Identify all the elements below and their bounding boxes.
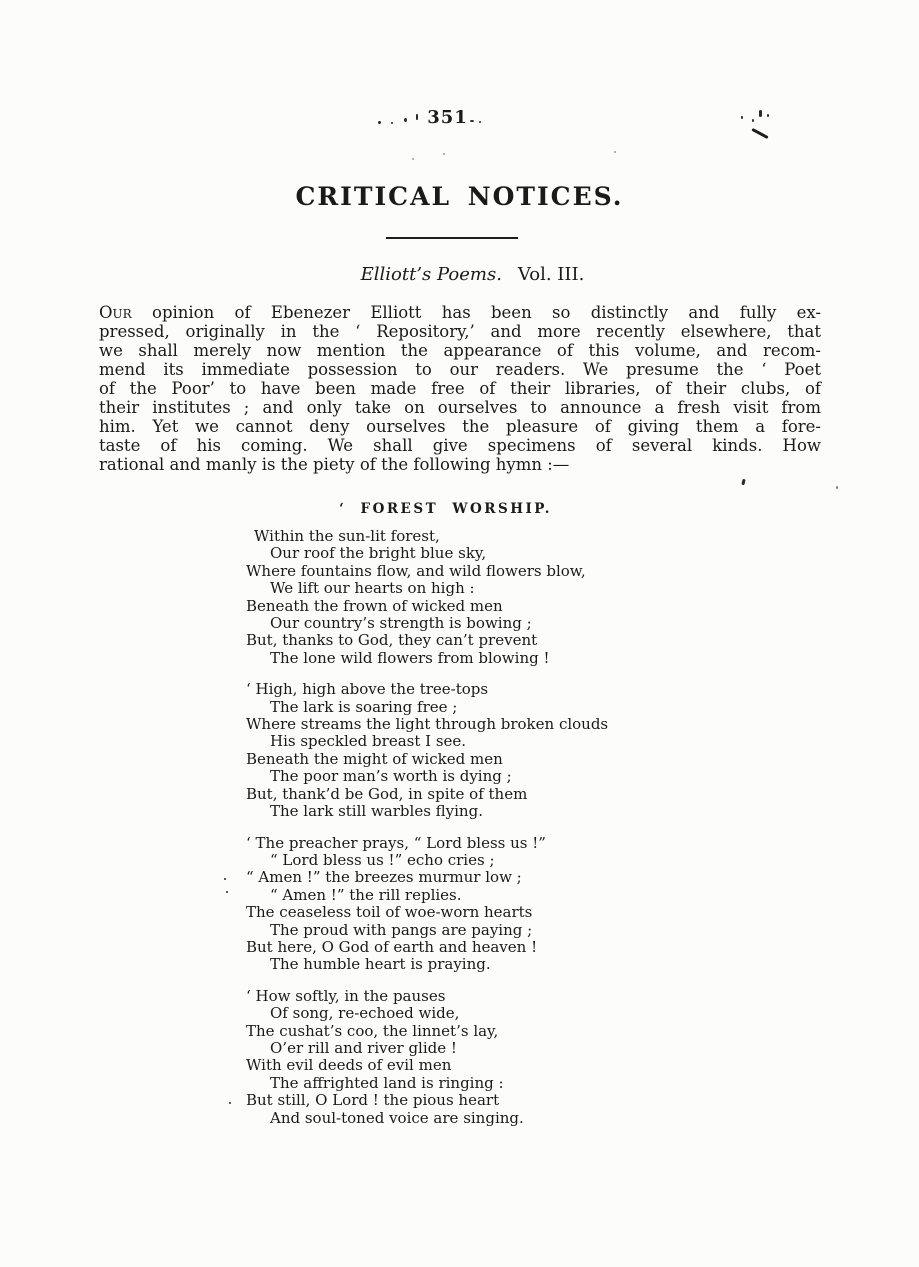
verse-line: The proud with pangs are paying ; — [270, 920, 533, 939]
verse-line: The lark still warbles flying. — [270, 802, 483, 821]
paragraph-line: taste of his coming. We shall give specimens of several kinds. How — [99, 436, 821, 455]
poem-heading: ‘ FOREST WORSHIP. — [339, 501, 552, 517]
ink-speck — [412, 158, 414, 160]
ink-speck — [224, 878, 226, 880]
stanza-3 — [246, 835, 608, 974]
paragraph-line: Our opinion of Ebenezer Elliott has been so distinctly and fully ex- — [99, 303, 821, 322]
verse-line: Our roof the bright blue sky, — [270, 544, 487, 563]
ink-speck — [614, 151, 616, 153]
verse-line: “ Amen !” the rill replies. — [270, 885, 462, 904]
verse-line: ‘ How softly, in the pauses — [246, 986, 446, 1005]
verse-line: But, thanks to God, they can’t prevent — [246, 631, 538, 650]
verse-line: But here, O God of earth and heaven ! — [246, 937, 538, 956]
paragraph-line: rational and manly is the piety of the following hymn :— — [99, 455, 570, 474]
verse-line: “ Amen !” the breezes murmur low ; — [246, 868, 522, 887]
ink-speck — [229, 1102, 231, 1104]
verse-line: The humble heart is praying. — [270, 955, 491, 974]
verse-line: Our country’s strength is bowing ; — [270, 614, 532, 633]
verse-line: ‘ High, high above the tree-tops — [246, 680, 489, 699]
verse-line: Beneath the frown of wicked men — [246, 596, 503, 615]
verse-line: But, thank’d be God, in spite of them — [246, 784, 528, 803]
verse-line: ‘ The preacher prays, “ Lord bless us !” — [246, 833, 546, 852]
paragraph-line: him. Yet we cannot deny ourselves the pleasure of giving them a fore- — [99, 417, 821, 436]
verse-line: The cushat’s coo, the linnet’s lay, — [246, 1021, 499, 1040]
verse-line: O’er rill and river glide ! — [270, 1038, 457, 1057]
verse-line: The poor man’s worth is dying ; — [270, 767, 512, 786]
paragraph-line: we shall merely now mention the appearance of this volume, and recom- — [99, 341, 821, 360]
ink-speck — [226, 891, 228, 893]
paragraph-line: pressed, originally in the ‘ Repository,’ and more recently elsewhere, that — [99, 322, 821, 341]
paragraph-line: mend its immediate possession to our readers. We presume the ‘ Poet — [99, 360, 821, 379]
article-volume: Vol. III. — [517, 264, 585, 285]
verse-line: But still, O Lord ! the pious heart — [246, 1091, 500, 1110]
verse-line: Where streams the light through broken clouds — [246, 715, 609, 734]
verse-line: Of song, re-echoed wide, — [270, 1004, 460, 1023]
lead-word: Our — [99, 303, 132, 322]
verse-line: We lift our hearts on high : — [270, 579, 475, 598]
verse-line: Beneath the might of wicked men — [246, 749, 503, 768]
verse-line: “ Lord bless us !” echo cries ; — [270, 850, 495, 869]
ink-speck — [741, 479, 745, 486]
article-title: Elliott’s Poems. — [360, 264, 502, 285]
verse-line: The lark is soaring free ; — [270, 697, 458, 716]
ink-stroke — [751, 128, 768, 139]
verse-line: The lone wild flowers from blowing ! — [270, 648, 550, 667]
verse-line: The ceaseless toil of woe-worn hearts — [246, 903, 533, 922]
article-heading — [13, 264, 919, 285]
verse-line: Within the sun-lit forest, — [254, 527, 440, 545]
intro-paragraph — [99, 303, 821, 474]
verse-line: Where fountains flow, and wild flowers blow, — [246, 561, 586, 580]
page-title: CRITICAL NOTICES. — [295, 182, 624, 211]
paragraph-line: their institutes ; and only take on ourselves to announce a fresh visit from — [99, 398, 821, 417]
verse-line: And soul-toned voice are singing. — [270, 1108, 524, 1127]
verse-line: His speckled breast I see. — [270, 732, 467, 751]
verse-line: With evil deeds of evil men — [246, 1056, 452, 1075]
ink-speck — [443, 153, 445, 155]
ink-speck — [836, 486, 838, 489]
page-number: 351 — [427, 107, 468, 128]
stanza-2 — [246, 681, 608, 820]
verse-line: The affrighted land is ringing : — [270, 1073, 504, 1092]
title-divider-rule — [386, 237, 518, 239]
stanza-4 — [246, 988, 608, 1127]
poem — [246, 528, 608, 1141]
paragraph-line: of the Poor’ to have been made free of their libraries, of their clubs, of — [99, 379, 821, 398]
stanza-1 — [246, 528, 608, 667]
